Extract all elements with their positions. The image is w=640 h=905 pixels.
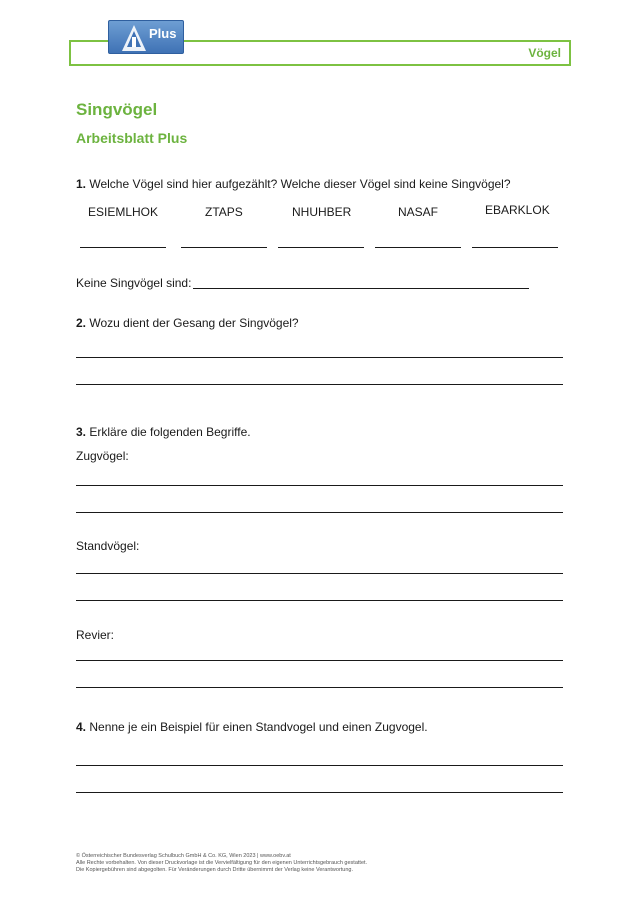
answer-line-q4-2[interactable]	[76, 792, 563, 793]
header-topic: Vögel	[528, 46, 561, 60]
logo-text: Plus	[149, 26, 177, 41]
answer-line-q2-1[interactable]	[76, 357, 563, 358]
question-2-number: 2.	[76, 316, 87, 330]
footer-line-3: Die Kopiergebühren sind abgegolten. Für Veränderungen durch Dritte übernimmt der Verlag keine Verantwortung.	[76, 867, 354, 873]
keine-singvoegel-blank[interactable]	[193, 288, 529, 289]
answer-blank-3[interactable]	[278, 247, 364, 248]
question-4-number: 4.	[76, 720, 87, 734]
term-revier: Revier:	[76, 628, 115, 642]
question-1-number: 1.	[76, 177, 87, 191]
scrambled-word-4: NASAF	[398, 205, 439, 219]
question-3	[76, 425, 251, 439]
question-3-text: Erkläre die folgenden Begriffe.	[89, 425, 251, 439]
scrambled-word-5: EBARKLOK	[485, 203, 550, 217]
question-4-text: Nenne je ein Beispiel für einen Standvogel und einen Zugvogel.	[89, 720, 428, 734]
answer-line-standvoegel-1[interactable]	[76, 573, 563, 574]
answer-line-zugvoegel-2[interactable]	[76, 512, 563, 513]
scrambled-word-1: ESIEMLHOK	[88, 205, 159, 219]
answer-line-revier-1[interactable]	[76, 660, 563, 661]
triangle-logo-icon	[121, 23, 147, 53]
question-1-text: Welche Vögel sind hier aufgezählt? Welche dieser Vögel sind keine Singvögel?	[89, 177, 511, 191]
term-zugvoegel: Zugvögel:	[76, 449, 129, 463]
term-standvoegel: Standvögel:	[76, 539, 140, 553]
footer-line-2: Alle Rechte vorbehalten. Von dieser Druckvorlage ist die Vervielfältigung für den eigenen Unterrichtsgebrauch gestattet.	[76, 860, 368, 866]
question-2	[76, 316, 299, 330]
scrambled-word-3: NHUHBER	[292, 205, 352, 219]
answer-blank-5[interactable]	[472, 247, 558, 248]
question-2-text: Wozu dient der Gesang der Singvögel?	[89, 316, 299, 330]
scrambled-word-2: ZTAPS	[205, 205, 243, 219]
answer-blank-4[interactable]	[375, 247, 461, 248]
question-4	[76, 720, 428, 734]
question-3-number: 3.	[76, 425, 87, 439]
answer-line-revier-2[interactable]	[76, 687, 563, 688]
answer-blank-2[interactable]	[181, 247, 267, 248]
footer-line-1: © Österreichischer Bundesverlag Schulbuch GmbH & Co. KG, Wien 2023 | www.oebv.at	[76, 853, 291, 859]
keine-singvoegel-label: Keine Singvögel sind:	[76, 276, 192, 290]
plus-logo	[108, 20, 184, 54]
answer-line-q2-2[interactable]	[76, 384, 563, 385]
answer-line-zugvoegel-1[interactable]	[76, 485, 563, 486]
copyright-footer	[76, 853, 367, 874]
answer-line-standvoegel-2[interactable]	[76, 600, 563, 601]
question-1	[76, 177, 511, 191]
answer-line-q4-1[interactable]	[76, 765, 563, 766]
page-subtitle: Arbeitsblatt Plus	[76, 130, 188, 146]
page-title: Singvögel	[76, 100, 158, 119]
answer-blank-1[interactable]	[80, 247, 166, 248]
